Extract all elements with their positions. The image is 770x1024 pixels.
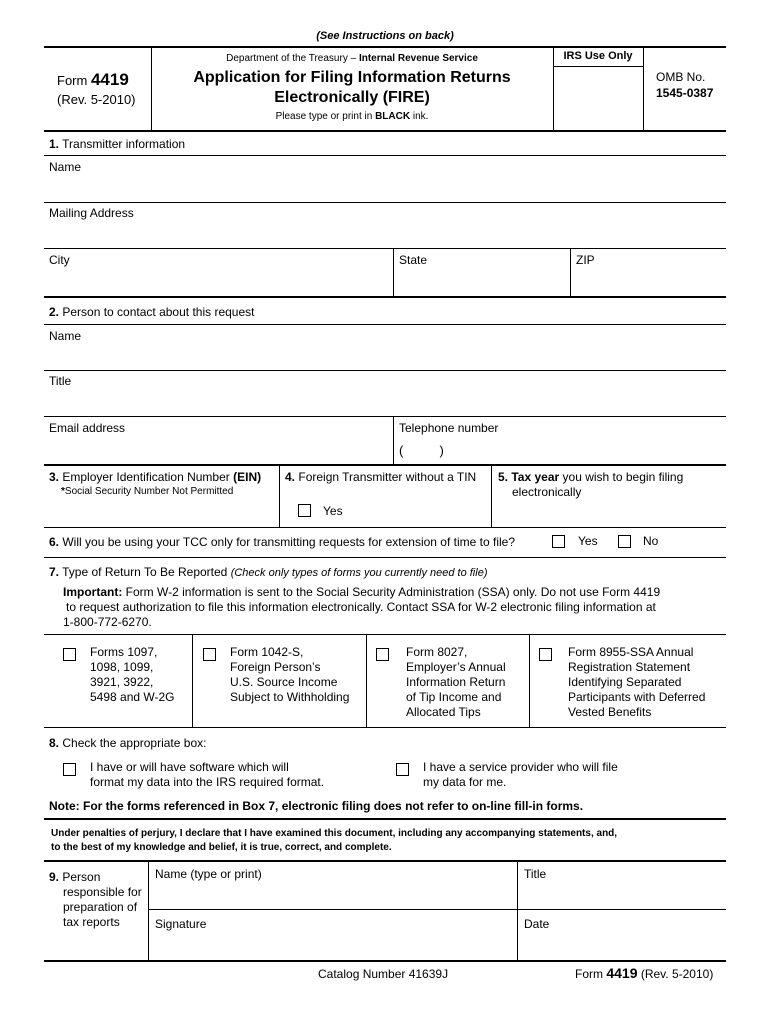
section-5-heading-line2: electronically	[512, 485, 582, 499]
extension-only-yes-checkbox[interactable]	[552, 535, 565, 548]
form-8027-checkbox[interactable]	[376, 648, 389, 661]
contact-name-label: Name	[49, 329, 82, 343]
irs-box-rule	[553, 66, 643, 67]
rule	[44, 527, 726, 528]
form-number: Form 4419	[57, 70, 129, 89]
section-6-question: 6. Will you be using your TCC only for transmitting requests for extension of time to file?	[49, 535, 516, 549]
rule	[44, 557, 726, 558]
perjury-statement: Under penalties of perjury, I declare that I have examined this document, including any accompanying statements, and, to the best of my knowledge and belief, it is true, correct, and complete.	[51, 828, 618, 853]
rule	[44, 634, 726, 635]
contact-name-field[interactable]	[49, 347, 723, 369]
section-3-heading: 3. Employer Identification Number (EIN)	[49, 470, 262, 484]
section-rule	[44, 464, 726, 466]
email-label: Email address	[49, 421, 126, 435]
tax-year-field[interactable]	[500, 502, 724, 524]
form-1042s-label: Form 1042-S, Foreign Person’s U.S. Source Income Subject to Withholding	[230, 645, 350, 704]
state-label: State	[399, 253, 428, 267]
rule-v	[517, 860, 518, 960]
contact-title-label: Title	[49, 374, 72, 388]
date-field[interactable]	[524, 935, 724, 957]
ein-field[interactable]	[52, 502, 278, 524]
print-instruction: Please type or print in BLACK ink.	[275, 111, 429, 122]
zip-field[interactable]	[576, 272, 724, 294]
rule-v	[148, 860, 149, 960]
irs-use-only-label: IRS Use Only	[563, 50, 633, 62]
rule-v	[570, 248, 571, 296]
form-revision: (Rev. 5-2010)	[57, 92, 136, 107]
own-software-checkbox[interactable]	[63, 763, 76, 776]
form-title: Application for Filing Information Returns Electronically (FIRE)	[193, 69, 511, 106]
header-top-rule	[44, 46, 726, 48]
section-4-heading: 4. Foreign Transmitter without a TIN	[285, 470, 477, 484]
contact-title-field[interactable]	[49, 392, 723, 414]
own-software-label: I have or will have software which will format my data into the IRS required format.	[90, 760, 325, 789]
mailing-address-field[interactable]	[49, 224, 723, 246]
extension-only-no-checkbox[interactable]	[618, 535, 631, 548]
omb-number: 1545-0387	[656, 86, 714, 100]
header-bottom-rule	[44, 130, 726, 132]
instructions-note: (See Instructions on back)	[316, 30, 454, 42]
ssn-not-permitted-note: *Social Security Number Not Permitted	[61, 486, 234, 497]
form-1042s-checkbox[interactable]	[203, 648, 216, 661]
extension-only-yes-label: Yes	[578, 534, 598, 548]
email-field[interactable]	[49, 440, 391, 462]
form-8027-label: Form 8027, Employer’s Annual Information Return of Tip Income and Allocated Tips	[406, 645, 506, 719]
section-8-heading: 8. Check the appropriate box:	[49, 736, 207, 750]
forms-1097-1099-checkbox[interactable]	[63, 648, 76, 661]
section-2-heading: 2. Person to contact about this request	[49, 305, 255, 319]
service-provider-label: I have a service provider who will file my data for me.	[423, 760, 618, 789]
service-provider-checkbox[interactable]	[396, 763, 409, 776]
omb-label: OMB No.	[656, 70, 706, 84]
responsible-title-label: Title	[524, 867, 547, 881]
phone-label: Telephone number	[399, 421, 499, 435]
irs-use-only-field[interactable]	[556, 70, 644, 128]
signature-label: Signature	[155, 917, 207, 931]
city-field[interactable]	[49, 272, 391, 294]
rule-v	[279, 464, 280, 527]
form-8955-ssa-checkbox[interactable]	[539, 648, 552, 661]
form-8955-ssa-label: Form 8955-SSA Annual Registration Statement Identifying Separated Participants with Deferred Vested Benefits	[568, 645, 706, 719]
zip-label: ZIP	[576, 253, 595, 267]
rule	[44, 155, 726, 156]
section-rule	[44, 818, 726, 820]
rule-v	[393, 248, 394, 296]
transmitter-name-label: Name	[49, 160, 82, 174]
date-label: Date	[524, 917, 550, 931]
department-line: Department of the Treasury – Internal Revenue Service	[226, 53, 478, 64]
state-field[interactable]	[399, 272, 569, 294]
rule-v	[366, 634, 367, 727]
rule	[44, 370, 726, 371]
forms-1097-1099-label: Forms 1097, 1098, 1099, 3921, 3922, 5498 and W-2G	[90, 645, 175, 704]
mailing-address-label: Mailing Address	[49, 206, 134, 220]
rule	[44, 248, 726, 249]
person-responsible-label: 9. Person responsible for preparation of tax reports	[49, 870, 142, 929]
responsible-title-field[interactable]	[524, 885, 724, 907]
rule	[44, 202, 726, 203]
section-7-heading: 7. Type of Return To Be Reported (Check only types of forms you currently need to file)	[49, 565, 488, 579]
responsible-name-label: Name (type or print)	[155, 867, 262, 881]
rule	[44, 416, 726, 417]
foreign-transmitter-yes-checkbox[interactable]	[298, 504, 311, 517]
section-rule	[44, 860, 726, 862]
phone-field[interactable]	[470, 440, 724, 462]
phone-area-code-parens: ( )	[399, 443, 444, 458]
rule-v	[393, 416, 394, 464]
rule-v	[529, 634, 530, 727]
responsible-name-field[interactable]	[155, 885, 515, 907]
signature-field[interactable]	[155, 935, 515, 957]
section-5-heading: 5. Tax year you wish to begin filing	[498, 470, 684, 484]
rule	[44, 727, 726, 728]
rule	[148, 909, 726, 910]
section-rule	[44, 960, 726, 962]
section-1-heading: 1. Transmitter information	[49, 137, 186, 151]
foreign-transmitter-yes-label: Yes	[323, 504, 343, 518]
rule-v	[491, 464, 492, 527]
rule	[44, 324, 726, 325]
extension-only-no-label: No	[643, 534, 659, 548]
w2-important-notice: Important: Form W-2 information is sent to the Social Security Administration (SSA) only. Do not use Form 4419 to request authorization to file this information electronically. Contact SSA for W-2 electronic filing information at 1-800-772-6270.	[63, 585, 661, 629]
section-rule	[44, 296, 726, 298]
box7-note: Note: For the forms referenced in Box 7, electronic filing does not refer to on-line fill-in forms.	[49, 799, 584, 813]
rule-v	[192, 634, 193, 727]
transmitter-name-field[interactable]	[49, 178, 723, 200]
catalog-number: Catalog Number 41639J	[318, 967, 449, 981]
footer-form-number: Form 4419 (Rev. 5-2010)	[575, 965, 714, 981]
city-label: City	[49, 253, 70, 267]
